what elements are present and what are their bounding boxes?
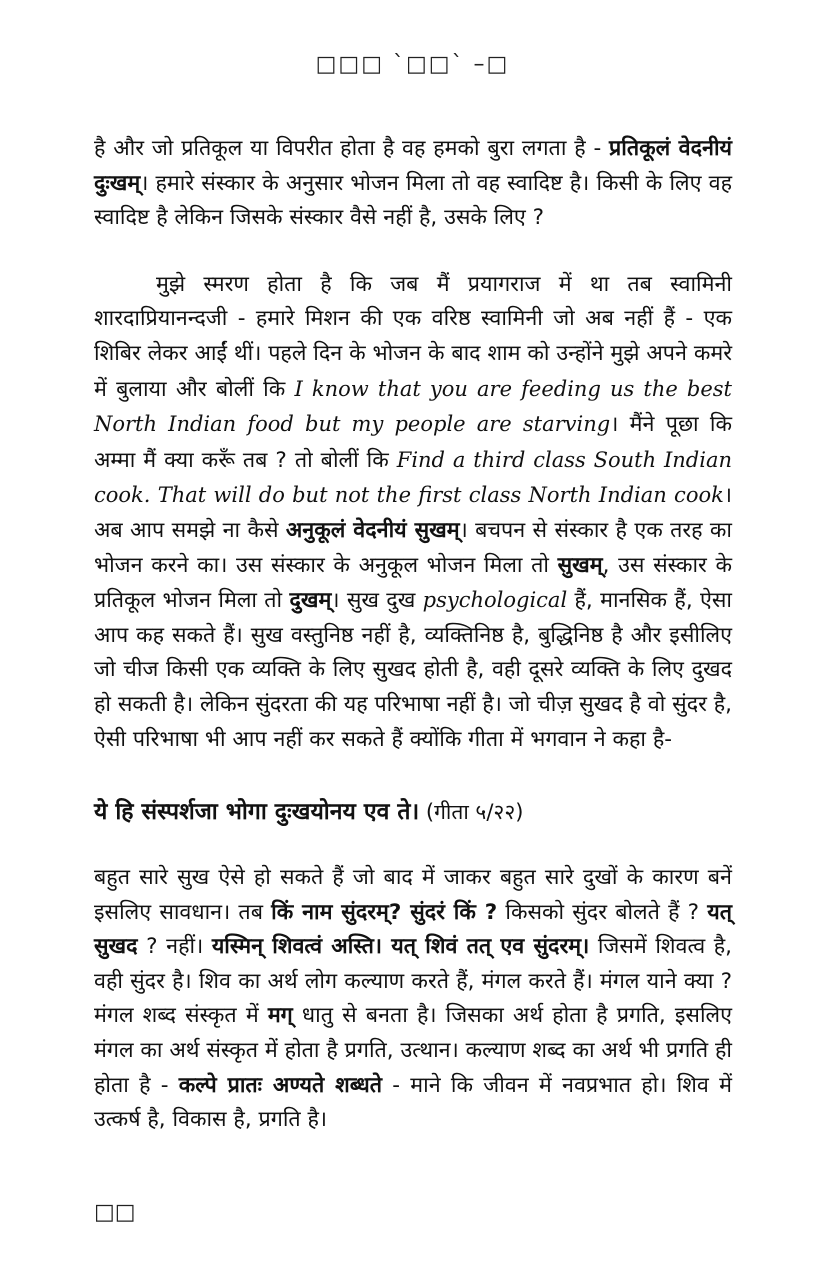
sanskrit-quote: किं नाम सुंदरम्? सुंदरं किं ? xyxy=(271,899,498,925)
paragraph-text: । बचपन से संस्कार है एक तरह का भोजन करने का। उस संस्कार के अनुकूल भोजन मिला तो xyxy=(94,517,732,578)
sanskrit-word: मग् xyxy=(267,1003,293,1029)
paragraph-text: जिसमें शिवत्व है, वही सुंदर है। शिव का अर्थ लोग कल्याण करते हैं, मंगल करते हैं। मंगल याने क्या ? मंगल शब्द संस्कृत में xyxy=(94,934,732,1029)
sanskrit-word: सुखम् xyxy=(557,552,603,578)
paragraph-text: , उस संस्कार के प्रतिकूल भोजन मिला तो xyxy=(94,552,733,614)
paragraph-text: धातु से बनता है। जिसका अर्थ होता है प्रगति, इसलिए मंगल का अर्थ संस्कृत में होता है प्रगति, उत्थान। कल्याण शब्द का अर्थ भी प्रगति ही होता है - xyxy=(94,1003,732,1098)
english-quote: I know that you are feeding us the best North Indian food but my people are starving xyxy=(94,376,732,437)
sanskrit-quote: यस्मिन् शिवत्वं अस्ति। यत् शिवं तत् एव सुंदरम्। xyxy=(211,934,590,960)
english-word: psychological xyxy=(422,588,568,613)
paragraph-text: । अब आप समझे ना कैसे xyxy=(94,483,732,543)
gita-verse xyxy=(94,795,732,829)
sanskrit-quote: प्रतिकूलं वेदनीयं दुःखम् xyxy=(94,136,732,196)
paragraph-text: । सुख दुख xyxy=(331,588,423,614)
paragraph-text: । मैंने पूछा कि अम्मा मैं क्या करूँ तब ? तो बोलीं कि xyxy=(94,412,733,473)
paragraph-text: हैं, मानसिक हैं, ऐसा आप कह सकते हैं। सुख वस्तुनिष्ठ नहीं है, व्यक्तिनिष्ठ है, बुद्धिनिष्ठ है और इसीलिए जो चीज किसी एक व्यक्ति के लिए सुखद होती है, वही दूसरे व्यक्ति के लिए दुखद हो सकती है। लेकिन सुंदरता की यह परिभाषा नहीं है। जो चीज़ सुखद है वो सुंदर है, ऐसी परिभाषा भी आप नहीं कर सकते हैं क्योंकि गीता में भगवान ने कहा है- xyxy=(94,588,732,752)
sanskrit-word: दुखम् xyxy=(289,588,332,614)
running-header: □□□ `□□` –□ xyxy=(315,52,510,77)
paragraph-3 xyxy=(94,861,732,1138)
paragraph-text: ? नहीं। xyxy=(137,934,212,960)
paragraph-1 xyxy=(94,132,732,236)
paragraph-text: - माने कि जीवन में नवप्रभात हो। शिव में उत्कर्ष है, विकास है, प्रगति है। xyxy=(94,1072,732,1133)
verse-text: ये हि संस्पर्शजा भोगा दुःखयोनय एव ते। xyxy=(94,799,420,826)
sanskrit-quote: कल्पे प्रातः अण्यते शब्धते xyxy=(178,1072,383,1098)
paragraph-2 xyxy=(94,268,732,757)
page-body xyxy=(94,132,732,1138)
paragraph-text: । हमारे संस्कार के अनुसार भोजन मिला तो वह स्वादिष्ट है। किसी के लिए वह स्वादिष्ट है लेकिन जिसके संस्कार वैसे नहीं है, उसके लिए ? xyxy=(94,170,732,231)
paragraph-text: मुझे स्मरण होता है कि जब मैं प्रयागराज में था तब स्वामिनी शारदाप्रियानन्दजी - हमारे मिशन की एक वरिष्ठ स्वामिनी जो अब नहीं हैं - एक शिबिर लेकर आईं थीं। पहले दिन के भोजन के बाद शाम को उन्होंने मुझे अपने कमरे में बुलाया और बोलीं कि xyxy=(94,271,732,402)
paragraph-text: है और जो प्रतिकूल या विपरीत होता है वह हमको बुरा लगता है - xyxy=(94,136,610,161)
sanskrit-quote: अनुकूलं वेदनीयं सुखम् xyxy=(285,517,460,543)
english-quote: Find a third class South Indian cook. That will do but not the first class North Indian cook xyxy=(94,447,732,508)
paragraph-text: किसको सुंदर बोलते हैं ? xyxy=(497,899,708,925)
paragraph-text: बहुत सारे सुख ऐसे हो सकते हैं जो बाद में जाकर बहुत सारे दुखों के कारण बनें इसलिए सावधान। तब xyxy=(94,865,732,925)
page-number: □□ xyxy=(94,1200,136,1225)
sanskrit-word: यत् सुखद xyxy=(94,899,733,960)
verse-reference: (गीता ५/२२) xyxy=(419,800,524,825)
